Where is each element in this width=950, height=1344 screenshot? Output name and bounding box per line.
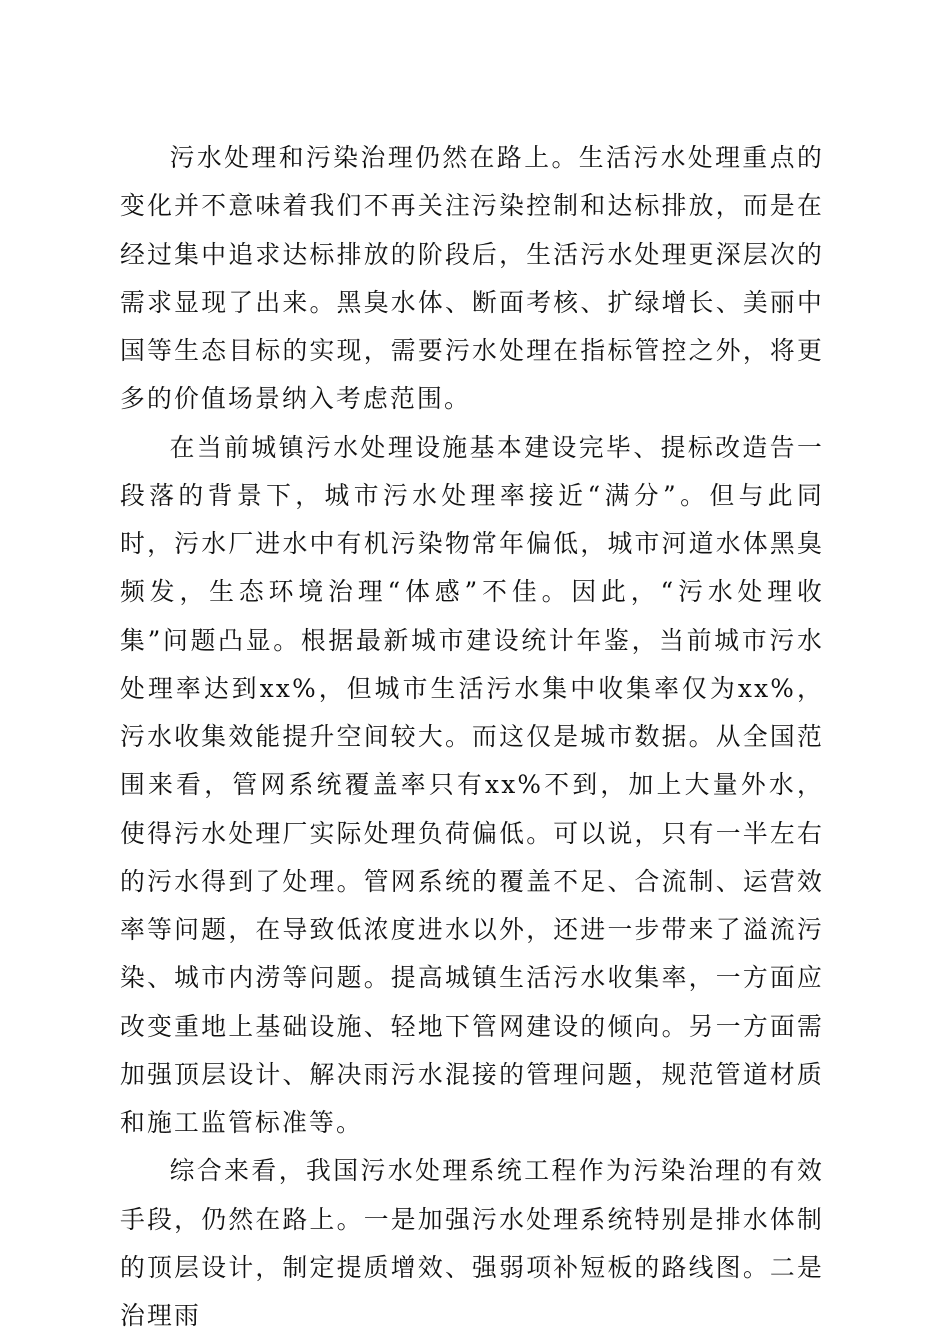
paragraph-1: 污水处理和污染治理仍然在路上。生活污水处理重点的变化并不意味着我们不再关注污染控制和达标排放，而是在经过集中追求达标排放的阶段后，生活污水处理更深层次的需求显现了出来。黑臭水体、断面考核、扩绿增长、美丽中国等生态目标的实现，需要污水处理在指标管控之外，将更多的价值场景纳入考虑范围。 [120,143,824,414]
document-body [120,134,824,1340]
paragraph-2: 在当前城镇污水处理设施基本建设完毕、提标改造告一段落的背景下，城市污水处理率接近“满分”。但与此同时，污水厂进水中有机污染物常年偏低，城市河道水体黑臭频发，生态环境治理“体感”不佳。因此，“污水处理收集”问题凸显。根据最新城市建设统计年鉴，当前城市污水处理率达到xx%，但城市生活污水集中收集率仅为xx%，污水收集效能提升空间较大。而这仅是城市数据。从全国范围来看，管网系统覆盖率只有xx%不到，加上大量外水，使得污水处理厂实际处理负荷偏低。可以说，只有一半左右的污水得到了处理。管网系统的覆盖不足、合流制、运营效率等问题，在导致低浓度进水以外，还进一步带来了溢流污染、城市内涝等问题。提高城镇生活污水收集率，一方面应改变重地上基础设施、轻地下管网建设的倾向。另一方面需加强顶层设计、解决雨污水混接的管理问题，规范管道材质和施工监管标准等。 [120,432,824,1137]
paragraph-3: 综合来看，我国污水处理系统工程作为污染治理的有效手段，仍然在路上。一是加强污水处理系统特别是排水体制的顶层设计，制定提质增效、强弱项补短板的路线图。二是治理雨 [120,1156,824,1330]
